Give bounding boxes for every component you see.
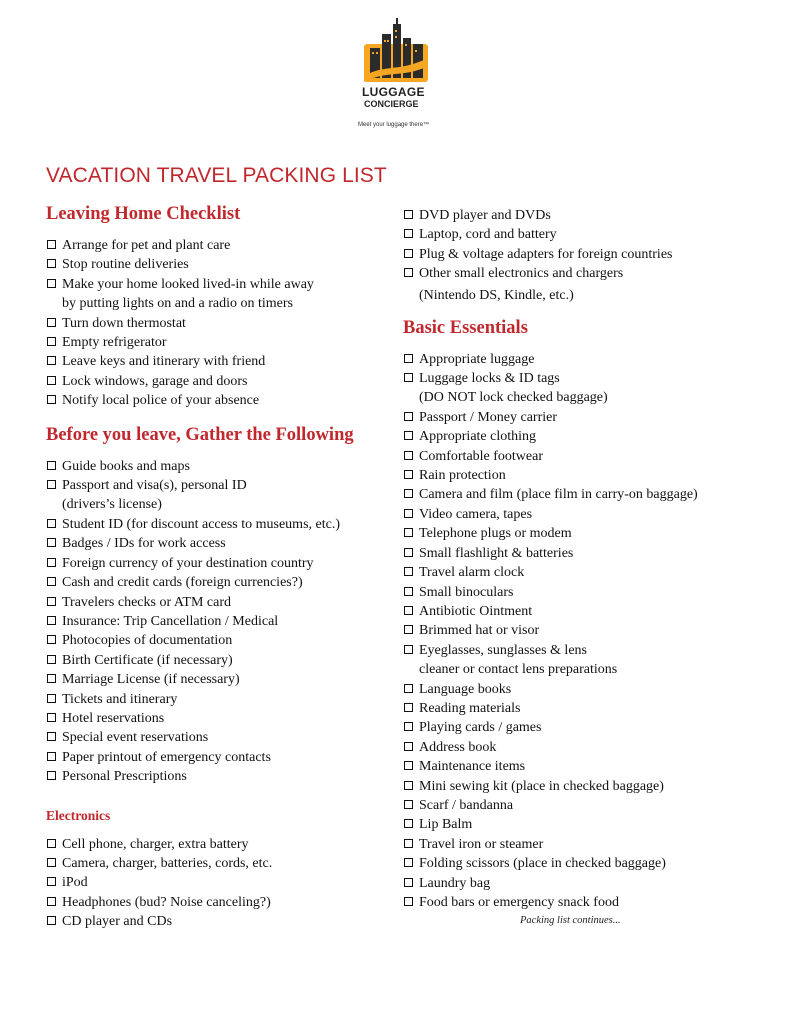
item-label: Lip Balm xyxy=(419,817,473,833)
list-item[interactable] xyxy=(403,854,763,873)
left-column xyxy=(46,202,386,932)
checkbox-icon[interactable] xyxy=(47,771,56,780)
list-item[interactable] xyxy=(46,873,386,892)
list-item[interactable] xyxy=(403,369,763,388)
list-item[interactable] xyxy=(46,534,386,553)
checkbox-icon[interactable] xyxy=(47,752,56,761)
checkbox-icon[interactable] xyxy=(47,694,56,703)
list-item[interactable] xyxy=(403,757,763,776)
checkbox-icon[interactable] xyxy=(404,354,413,363)
checkbox-icon[interactable] xyxy=(47,858,56,867)
list-item[interactable] xyxy=(403,350,763,369)
item-label: Badges / IDs for work access xyxy=(62,536,226,552)
item-label: Brimmed hat or visor xyxy=(419,623,540,639)
checkbox-icon[interactable] xyxy=(47,839,56,848)
list-item[interactable] xyxy=(46,391,386,410)
brand-line2: CONCIERGE xyxy=(364,99,419,109)
list-item[interactable] xyxy=(403,641,763,660)
checkbox-icon[interactable] xyxy=(47,577,56,586)
list-item[interactable] xyxy=(46,554,386,573)
item-label: Stop routine deliveries xyxy=(62,257,189,273)
checkbox-icon[interactable] xyxy=(47,877,56,886)
list-item[interactable] xyxy=(403,777,763,796)
item-label: Travel iron or steamer xyxy=(419,836,544,852)
leaving-home-list-cont xyxy=(46,314,386,411)
checkbox-icon[interactable] xyxy=(47,395,56,404)
list-item[interactable] xyxy=(403,264,763,283)
list-item[interactable] xyxy=(46,748,386,767)
item-label: Student ID (for discount access to museums, etc.) xyxy=(62,516,340,532)
checkbox-icon[interactable] xyxy=(47,558,56,567)
list-item[interactable] xyxy=(403,699,763,718)
list-item[interactable] xyxy=(403,524,763,543)
list-item[interactable] xyxy=(403,718,763,737)
list-item[interactable] xyxy=(46,457,386,476)
electronics-heading: Electronics xyxy=(46,807,111,823)
checkbox-icon[interactable] xyxy=(47,318,56,327)
list-item[interactable] xyxy=(403,206,763,225)
item-label: Passport and visa(s), personal ID xyxy=(62,478,247,494)
list-item[interactable] xyxy=(403,796,763,815)
checkbox-icon[interactable] xyxy=(404,451,413,460)
list-item[interactable] xyxy=(403,427,763,446)
checkbox-icon[interactable] xyxy=(404,878,413,887)
item-label: Paper printout of emergency contacts xyxy=(62,749,271,765)
item-label: Birth Certificate (if necessary) xyxy=(62,652,233,668)
item-continuation: by putting lights on and a radio on timers xyxy=(62,296,293,312)
list-item[interactable] xyxy=(403,680,763,699)
basic-essentials-list xyxy=(403,350,763,389)
item-label: Laundry bag xyxy=(419,875,491,891)
list-item[interactable] xyxy=(46,352,386,371)
checkbox-icon[interactable] xyxy=(404,412,413,421)
checkbox-icon[interactable] xyxy=(404,606,413,615)
item-label: Camera, charger, batteries, cords, etc. xyxy=(62,855,273,871)
checkbox-icon[interactable] xyxy=(404,742,413,751)
item-label: Folding scissors (place in checked baggage) xyxy=(419,856,666,872)
item-label: Language books xyxy=(419,681,512,697)
item-label: Passport / Money carrier xyxy=(419,409,558,425)
checkbox-icon[interactable] xyxy=(404,249,413,258)
item-label: Appropriate clothing xyxy=(419,429,537,445)
list-item[interactable] xyxy=(403,621,763,640)
checkbox-icon[interactable] xyxy=(404,567,413,576)
list-item[interactable] xyxy=(403,874,763,893)
checkbox-icon[interactable] xyxy=(47,259,56,268)
checkbox-icon[interactable] xyxy=(47,635,56,644)
checkbox-icon[interactable] xyxy=(404,268,413,277)
item-label: Other small electronics and chargers xyxy=(419,266,624,282)
item-label: Insurance: Trip Cancellation / Medical xyxy=(62,613,279,629)
item-label: Antibiotic Ointment xyxy=(419,603,533,619)
item-label: Tickets and itinerary xyxy=(62,691,178,707)
list-item[interactable] xyxy=(46,651,386,670)
checkbox-icon[interactable] xyxy=(404,781,413,790)
item-label: Cell phone, charger, extra battery xyxy=(62,836,249,852)
list-item[interactable] xyxy=(46,573,386,592)
item-label: Photocopies of documentation xyxy=(62,633,233,649)
checkbox-icon[interactable] xyxy=(404,684,413,693)
item-label: Maintenance items xyxy=(419,759,526,775)
item-label: Special event reservations xyxy=(62,730,209,746)
checkbox-icon[interactable] xyxy=(47,655,56,664)
item-label: CD player and CDs xyxy=(62,914,173,930)
checkbox-icon[interactable] xyxy=(404,839,413,848)
list-item[interactable] xyxy=(403,563,763,582)
list-item[interactable] xyxy=(46,767,386,786)
basic-essentials-list-cont2 xyxy=(403,680,763,913)
item-label: Turn down thermostat xyxy=(62,315,186,331)
list-item[interactable] xyxy=(403,447,763,466)
item-label: Luggage locks & ID tags xyxy=(419,371,560,387)
list-item[interactable] xyxy=(403,583,763,602)
list-item[interactable] xyxy=(46,236,386,255)
electronics-list-right xyxy=(403,206,763,284)
checkbox-icon[interactable] xyxy=(47,480,56,489)
before-leave-list xyxy=(46,457,386,496)
checkbox-icon[interactable] xyxy=(47,597,56,606)
item-label: Comfortable footwear xyxy=(419,448,544,464)
list-item[interactable] xyxy=(46,835,386,854)
brand-line1: LUGGAGE xyxy=(362,85,425,99)
item-label: Playing cards / games xyxy=(419,720,542,736)
item-continuation: (DO NOT lock checked baggage) xyxy=(419,390,608,406)
item-label: Mini sewing kit (place in checked baggage) xyxy=(419,778,664,794)
item-label: Travelers checks or ATM card xyxy=(62,594,231,610)
list-item[interactable] xyxy=(403,485,763,504)
checkbox-icon[interactable] xyxy=(47,897,56,906)
checkbox-icon[interactable] xyxy=(404,509,413,518)
page-title: VACATION TRAVEL PACKING LIST xyxy=(46,164,387,187)
checkbox-icon[interactable] xyxy=(404,761,413,770)
item-label: Marriage License (if necessary) xyxy=(62,672,240,688)
list-item[interactable] xyxy=(403,602,763,621)
checkbox-icon[interactable] xyxy=(47,732,56,741)
list-item[interactable] xyxy=(403,225,763,244)
checkbox-icon[interactable] xyxy=(404,528,413,537)
basic-essentials-heading: Basic Essentials xyxy=(403,317,528,338)
list-item[interactable] xyxy=(46,854,386,873)
checkbox-icon[interactable] xyxy=(47,279,56,288)
checkbox-icon[interactable] xyxy=(404,800,413,809)
item-label: Arrange for pet and plant care xyxy=(62,238,231,253)
list-item[interactable] xyxy=(403,815,763,834)
checkbox-icon[interactable] xyxy=(47,240,56,249)
item-label: Cash and credit cards (foreign currencies?) xyxy=(62,575,303,591)
basic-essentials-list-cont xyxy=(403,408,763,660)
item-label: Appropriate luggage xyxy=(419,351,535,367)
list-item[interactable] xyxy=(403,544,763,563)
list-item[interactable] xyxy=(403,408,763,427)
checkbox-icon[interactable] xyxy=(404,373,413,382)
list-item[interactable] xyxy=(46,912,386,931)
list-item[interactable] xyxy=(46,255,386,274)
checkbox-icon[interactable] xyxy=(404,722,413,731)
item-label: DVD player and DVDs xyxy=(419,208,551,223)
item-label: Address book xyxy=(419,739,497,755)
item-label: Eyeglasses, sunglasses & lens xyxy=(419,642,587,658)
leaving-home-list xyxy=(46,236,386,294)
list-item[interactable] xyxy=(46,515,386,534)
checkbox-icon[interactable] xyxy=(47,461,56,470)
checkbox-icon[interactable] xyxy=(47,538,56,547)
item-continuation: (Nintendo DS, Kindle, etc.) xyxy=(419,287,574,303)
list-item[interactable] xyxy=(46,476,386,495)
item-label: Foreign currency of your destination country xyxy=(62,555,314,571)
item-label: Personal Prescriptions xyxy=(62,769,187,785)
checkbox-icon[interactable] xyxy=(404,625,413,634)
electronics-list xyxy=(46,835,386,932)
continues-note: Packing list continues... xyxy=(520,915,621,926)
checkbox-icon[interactable] xyxy=(47,376,56,385)
checkbox-icon[interactable] xyxy=(47,616,56,625)
checkbox-icon[interactable] xyxy=(47,519,56,528)
list-item[interactable] xyxy=(46,631,386,650)
checkbox-icon[interactable] xyxy=(404,587,413,596)
checkbox-icon[interactable] xyxy=(47,674,56,683)
item-label: Laptop, cord and battery xyxy=(419,227,557,243)
checkbox-icon[interactable] xyxy=(404,548,413,557)
item-label: Hotel reservations xyxy=(62,710,165,726)
list-item[interactable] xyxy=(46,593,386,612)
list-item[interactable] xyxy=(403,245,763,264)
item-label: Travel alarm clock xyxy=(419,565,525,581)
checkbox-icon[interactable] xyxy=(404,703,413,712)
checkbox-icon[interactable] xyxy=(404,470,413,479)
item-continuation: cleaner or contact lens preparations xyxy=(419,662,618,678)
item-label: Camera and film (place film in carry-on baggage) xyxy=(419,487,698,503)
item-label: Rain protection xyxy=(419,468,506,484)
before-leave-list-cont xyxy=(46,515,386,787)
item-label: Lock windows, garage and doors xyxy=(62,373,248,389)
list-item[interactable] xyxy=(46,690,386,709)
checkbox-icon[interactable] xyxy=(404,858,413,867)
brand-wordmark xyxy=(362,86,442,110)
list-item[interactable] xyxy=(46,893,386,912)
item-label: Leave keys and itinerary with friend xyxy=(62,354,266,370)
item-label: Small flashlight & batteries xyxy=(419,545,574,561)
list-item[interactable] xyxy=(46,372,386,391)
checkbox-icon[interactable] xyxy=(404,431,413,440)
luggage-concierge-logo xyxy=(360,14,432,84)
checkbox-icon[interactable] xyxy=(404,229,413,238)
checkbox-icon[interactable] xyxy=(47,337,56,346)
checkbox-icon[interactable] xyxy=(404,210,413,219)
item-label: Guide books and maps xyxy=(62,458,190,474)
item-label: Plug & voltage adapters for foreign countries xyxy=(419,246,673,262)
right-column xyxy=(403,206,763,912)
item-continuation: (drivers’s license) xyxy=(62,497,162,513)
list-item[interactable] xyxy=(46,709,386,728)
list-item[interactable] xyxy=(403,505,763,524)
list-item[interactable] xyxy=(46,670,386,689)
item-label: Small binoculars xyxy=(419,584,514,600)
checkbox-icon[interactable] xyxy=(404,645,413,654)
list-item[interactable] xyxy=(46,612,386,631)
item-label: iPod xyxy=(62,875,88,891)
checkbox-icon[interactable] xyxy=(404,819,413,828)
checkbox-icon[interactable] xyxy=(404,897,413,906)
item-label: Reading materials xyxy=(419,700,521,716)
checkbox-icon[interactable] xyxy=(404,489,413,498)
item-label: Make your home looked lived-in while away xyxy=(62,276,314,292)
list-item[interactable] xyxy=(46,314,386,333)
item-label: Food bars or emergency snack food xyxy=(419,895,619,910)
checkbox-icon[interactable] xyxy=(47,916,56,925)
list-item[interactable] xyxy=(403,893,763,912)
item-label: Telephone plugs or modem xyxy=(419,526,572,542)
item-label: Scarf / bandanna xyxy=(419,797,514,813)
list-item[interactable] xyxy=(46,275,386,294)
checkbox-icon[interactable] xyxy=(47,713,56,722)
list-item[interactable] xyxy=(403,835,763,854)
item-label: Video camera, tapes xyxy=(419,506,533,522)
list-item[interactable] xyxy=(46,728,386,747)
brand-tagline: Meet your luggage there™ xyxy=(358,122,430,128)
list-item[interactable] xyxy=(403,466,763,485)
item-label: Notify local police of your absence xyxy=(62,393,260,409)
item-label: Empty refrigerator xyxy=(62,335,167,351)
before-leave-heading: Before you leave, Gather the Following xyxy=(46,424,354,445)
list-item[interactable] xyxy=(403,738,763,757)
item-label: Headphones (bud? Noise canceling?) xyxy=(62,894,271,910)
leaving-home-heading: Leaving Home Checklist xyxy=(46,204,241,224)
checkbox-icon[interactable] xyxy=(47,356,56,365)
list-item[interactable] xyxy=(46,333,386,352)
